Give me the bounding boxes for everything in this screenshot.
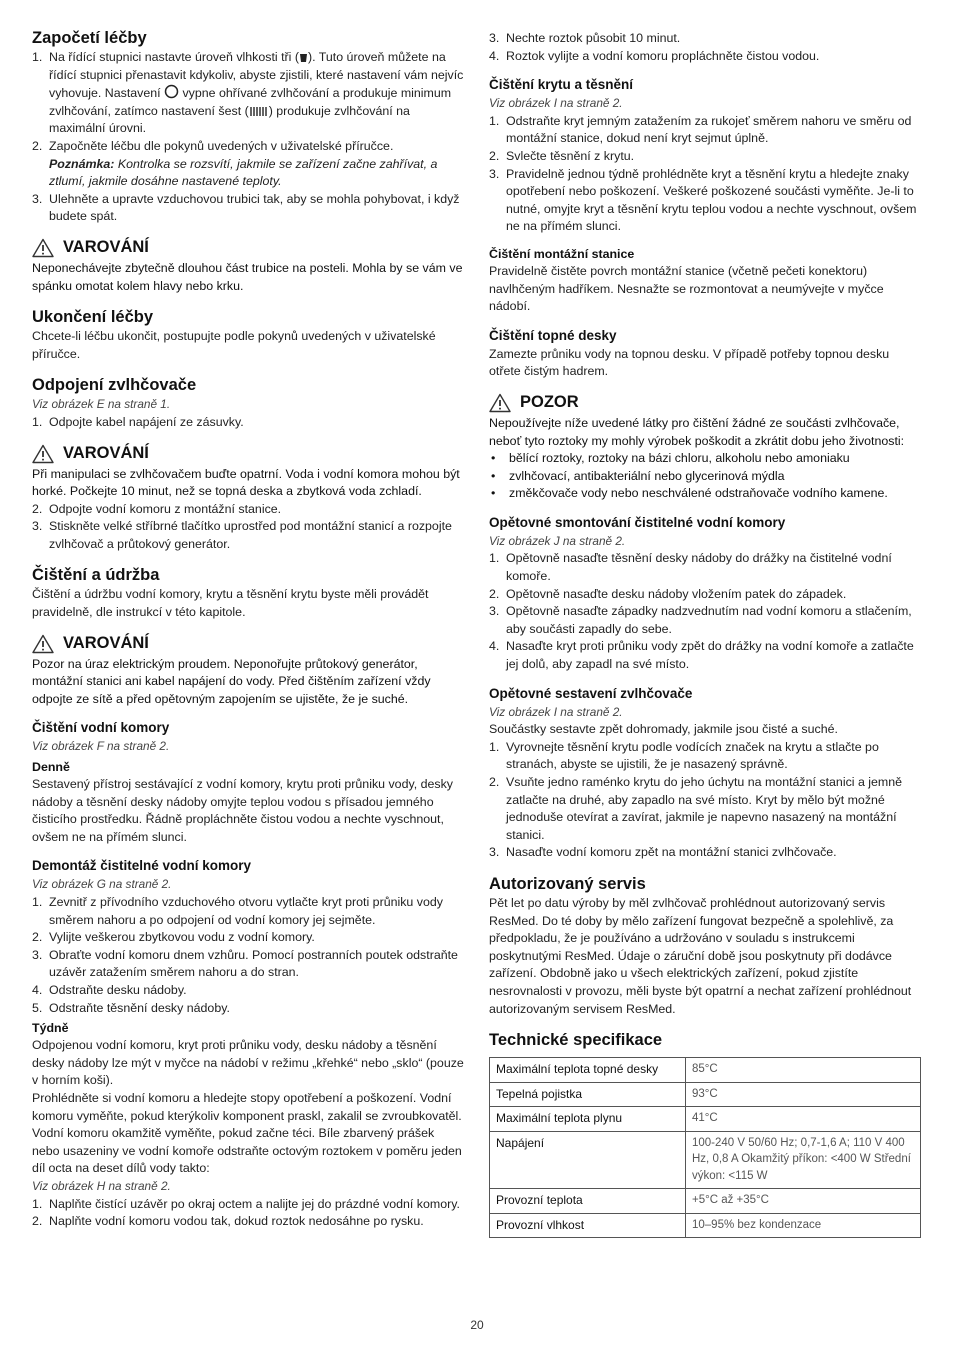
list-item: 2. Naplňte vodní komoru vodou tak, dokud roztok nedosáhne po rysku. xyxy=(32,1214,424,1229)
list-item: 4. Nasaďte kryt proti průniku vody zpět do drážky na vodní komoře a zatlačte jej dolů, aby zapadl na své místo. xyxy=(489,639,914,672)
list-item: 1. Na řídící stupnici nastavte úroveň vlhkosti tři ( ). Tuto úroveň můžete na řídící stupnici přenastavit kdykoliv, abyste zjistili, které nastavení vám nejvíc vyhovuje. Nastavení vypne ohřívané zvlhčování a produkuje minimum zvlhčování, zatímco nastavení šest ( ) produkuje zvlhčování na maximální úrovni. xyxy=(32,50,464,136)
note-label: Poznámka: xyxy=(49,156,115,171)
subsection-title-water-chamber: Čištění vodní komory xyxy=(32,720,170,736)
paragraph: Prohlédněte si vodní komoru a hledejte stopy opotřebení a poškození. Vodní komoru vyměňte, pokud kterýkoliv komponent praskl, zakalil se zvroubkovatěl. Vodní komoru okamžitě vyměňte, pokud začne téci. Bíle zbarvený prášek nebo usazeniny ve vodní komoře odstraňte octovým roztokem v poměru jeden díl octa na deset dílů vody takto: xyxy=(32,1090,462,1176)
section-title-disconnect: Odpojení zvlhčovače xyxy=(32,376,197,395)
figure-reference: Viz obrázek J na straně 2. xyxy=(489,533,626,548)
warning-text: Pozor na úraz elektrickým proudem. Neponořujte průtokový generátor, montážní stanici ani kabel napájení do vody. Před čištěním zařízení vždy odpojte ze sítě a před opětovným zapojením se ujistěte, že je suché. xyxy=(32,656,431,706)
subsection-title-disassembly: Demontáž čistitelné vodní komory xyxy=(32,858,252,874)
section-title-end-therapy: Ukončení léčby xyxy=(32,308,154,327)
table-row: Tepelná pojistka 93°C xyxy=(490,1082,921,1107)
list-item: 2. Odpojte vodní komoru z montážní stanice. xyxy=(32,501,282,516)
humidity-level-six-icon xyxy=(249,106,269,117)
paragraph: Čištění a údržbu vodní komory, krytu a těsnění krytu byste měli provádět pravidelně, dle instrukcí v této kapitole. xyxy=(32,587,429,620)
specs-table xyxy=(489,1057,921,1238)
paragraph: Odpojenou vodní komoru, kryt proti průniku vody, desku nádoby a těsnění desky nádoby lze mýt v myčce na nádobí v režimu „křehké“ nebo „sklo“ (pouze v horním koši). xyxy=(32,1038,464,1088)
list-item: 3. Nechte roztok působit 10 minut. xyxy=(489,31,681,45)
figure-reference: Viz obrázek E na straně 1. xyxy=(32,397,171,412)
section-title-start-therapy: Započetí léčby xyxy=(32,29,147,47)
paragraph: Pravidelně čistěte povrch montážní stanice (včetně pečeti konektoru) navlhčeným hadříkem. Nesnažte se rozmontovat a neumývejte v myčce nádobí. xyxy=(489,263,884,314)
warning-text: Při manipulaci se zvlhčovačem buďte opatrní. Voda i vodní komora mohou být horké. Počkejte 10 minut, než se topná deska a zbytková voda zchladí. xyxy=(32,466,460,499)
list-item: 4. Roztok vylijte a vodní komoru propláchněte čistou vodou. xyxy=(489,48,820,63)
warning-text: Neponechávejte zbytečně dlouhou část trubice na posteli. Mohla by se vám ve spánku omotat kolem hlavy nebo krku. xyxy=(32,260,463,293)
start-therapy-steps xyxy=(32,49,464,226)
subsection-title-cover-seal: Čištění krytu a těsnění xyxy=(489,77,634,93)
section-title-specs: Technické specifikace xyxy=(489,1031,663,1050)
figure-reference: Viz obrázek H na straně 2. xyxy=(32,1178,171,1193)
list-item: 1. Naplňte čistící uzávěr po okraj octem a nalijte jej do prázdné vodní komory. xyxy=(32,1196,460,1211)
paragraph: Pět let po datu výroby by měl zvlhčovač prohlédnout autorizovaný servis ResMed. Do té doby by mělo zařízení fungovat bezpečně a spolehlivě, za předpokladu, že je používáno a udržováno v souladu s instrukcemi poskytnutými ResMed. Údaje o záruční době jsou poskytnuty při dodávce zařízení. Obdobně jako u všech elektrických zařízení, pokud zjistíte nesrovnalosti v provozu, měli byste být opatrní a nechat zařízení prohlédnout autorizovaným servisem ResMed. xyxy=(489,895,912,1016)
table-row: Maximální teplota plynu 41°C xyxy=(490,1107,921,1132)
warning-heading: VAROVÁNÍ xyxy=(32,238,464,258)
caution-text: Nepoužívejte níže uvedené látky pro čištění žádné ze součásti zvlhčovače, neboť tyto roztoky my mohly výrobek poškodit a zkrátit dobu jeho životnosti: xyxy=(489,415,905,448)
list-item: 3. Pravidelně jednou týdně prohlédněte kryt a těsnění krytu a hledejte znaky opotřebení nebo poškození. Veškeré poškozené součásti vyměňte. Je-li to nutné, omyjte kryt a těsnění krytu teplou vodou a nechte vyschnout, ovšem ne na přímém slunci. xyxy=(489,166,917,234)
caution-heading: POZOR xyxy=(489,393,922,413)
table-row: Napájení 100-240 V 50/60 Hz; 0,7-1,6 A; 110 V 400 Hz, 0,8 A Okamžitý příkon: <400 W Střední výkon: <115 W xyxy=(490,1131,921,1189)
warning-triangle-icon xyxy=(32,444,54,464)
warning-triangle-icon xyxy=(32,634,54,654)
subsection-title-reassembly-humidifier: Opětovné sestavení zvlhčovače xyxy=(489,685,693,701)
note-text: Kontrolka se rozsvítí, jakmile se zařízení začne zahřívat, a ztlumí, jakmile dosáhne nastavené teploty. xyxy=(49,156,438,189)
caution-bullets xyxy=(489,450,922,503)
figure-reference: Viz obrázek F na straně 2. xyxy=(32,739,170,754)
list-item: 2. Opětovně nasaďte desku nádoby vložením patek do západek. xyxy=(489,586,847,601)
humidity-level-three-icon xyxy=(299,52,308,63)
warning-heading: VAROVÁNÍ xyxy=(32,634,464,654)
humidity-off-circle-icon xyxy=(164,84,179,99)
section-title-service: Autorizovaný servis xyxy=(489,874,646,893)
list-item: 3. Ulehněte a upravte vzduchovou trubici tak, aby se mohla pohybovat, i když budete spát. xyxy=(32,191,460,224)
table-row: Provozní teplota +5°C až +35°C xyxy=(490,1189,921,1214)
right-column xyxy=(489,30,922,1238)
warning-triangle-icon xyxy=(489,393,511,413)
paragraph: Sestavený přístroj sestávající z vodní komory, krytu proti průniku vody, desky nádoby a těsnění desky nádoby omyjte teplou vodou s přísadou jemného čisticího prostředku. Řádně propláchněte čistou vodou a nechte vyschnout, ovšem ne na přímém slunci. xyxy=(32,777,453,844)
figure-reference: Viz obrázek G na straně 2. xyxy=(32,877,172,892)
list-item: 2. Započněte léčbu dle pokynů uvedených v uživatelské příručce. Poznámka: Kontrolka se rozsvítí, jakmile se zařízení začne zahřívat, a ztlumí, jakmile dosáhne nastavené teploty. xyxy=(32,138,438,189)
list-item: 2. Vsuňte jedno raménko krytu do jeho úchytu na montážní stanici a jemně zatlačte na druhé, aby zapadlo na své místo. Kryt by mělo být možné jednoduše otevírat a zavírat, jakmile je napevno nasazený na montážní stanici. xyxy=(489,775,903,842)
paragraph: Součástky sestavte zpět dohromady, jakmile jsou čisté a suché. xyxy=(489,722,838,737)
list-item: 3. Opětovně nasaďte západky nadzvednutím nad vodní komoru a stlačením, aby součásti zapadly do sebe. xyxy=(489,604,912,636)
paragraph: Zamezte průniku vody na topnou desku. V případě potřeby topnou desku otřete čistým hadrem. xyxy=(489,346,890,379)
figure-reference: Viz obrázek I na straně 2. xyxy=(489,704,623,719)
subsection-title-dock: Čištění montážní stanice xyxy=(489,246,635,261)
list-item: 1. Vyrovnejte těsnění krytu podle vodících značek na krytu a stlačte po stranách, abyste se ujistili, že je nasazený správně. xyxy=(489,739,879,772)
bullet-item: • změkčovače vody nebo neschválené odstraňovače vodního kamene. xyxy=(491,486,888,501)
list-item: 3. Nasaďte vodní komoru zpět na montážní stanici zvlhčovače. xyxy=(489,845,837,860)
list-item: 3. Obraťte vodní komoru dnem vzhůru. Pomocí postranních poutek odstraňte uzávěr zatažením směrem nahoru a do stran. xyxy=(32,947,458,980)
list-item: 4. Odstraňte desku nádoby. xyxy=(32,982,187,997)
list-item: 1. Odstraňte kryt jemným zatažením za rukojeť směrem nahoru ve směru od montážní stanice, dokud není kryt sejmut úplně. xyxy=(489,113,912,146)
list-item: 1. Opětovně nasaďte těsnění desky nádoby do drážky na čistitelné vodní komoře. xyxy=(489,551,892,584)
list-item: 2. Vylijte veškerou zbytkovou vodu z vodní komory. xyxy=(32,930,315,945)
bullet-item: • zvlhčovací, antibakteriální nebo glycerinová mýdla xyxy=(491,468,785,483)
table-row: Provozní vlhkost 10–95% bez kondenzace xyxy=(490,1213,921,1238)
list-item: 5. Odstraňte těsnění desky nádoby. xyxy=(32,1000,230,1015)
daily-label: Denně xyxy=(32,760,70,775)
paragraph: Chcete-li léčbu ukončit, postupujte podle pokynů uvedených v uživatelské příručce. xyxy=(32,329,436,361)
list-item: 3. Stiskněte velké stříbrné tlačítko uprostřed pod montážní stanicí a rozpojte zvlhčovač a průtokový generátor. xyxy=(32,519,452,551)
weekly-label: Týdně xyxy=(32,1021,69,1036)
section-title-cleaning: Čištění a údržba xyxy=(32,566,160,585)
page-number: 20 xyxy=(470,1318,484,1332)
bullet-item: • bělící roztoky, roztoky na bázi chloru, alkoholu nebo amoniaku xyxy=(491,451,850,466)
figure-reference: Viz obrázek I na straně 2. xyxy=(489,96,623,111)
left-column xyxy=(32,28,464,1231)
list-item: 1. Odpojte kabel napájení ze zásuvky. xyxy=(32,414,244,429)
table-row: Maximální teplota topné desky 85°C xyxy=(490,1058,921,1083)
warning-triangle-icon xyxy=(32,238,54,258)
list-item: 1. Zevnitř z přívodního vzduchového otvoru vytlačte kryt proti průniku vody směrem nahoru a po odpojení od vodní komory jej sejměte. xyxy=(32,895,443,927)
subsection-title-heater-plate: Čištění topné desky xyxy=(489,327,617,343)
warning-heading: VAROVÁNÍ xyxy=(32,444,464,464)
subsection-title-reassembly-chamber: Opětovné smontování čistitelné vodní komory xyxy=(489,514,786,530)
list-item: 2. Svlečte těsnění z krytu. xyxy=(489,148,635,163)
